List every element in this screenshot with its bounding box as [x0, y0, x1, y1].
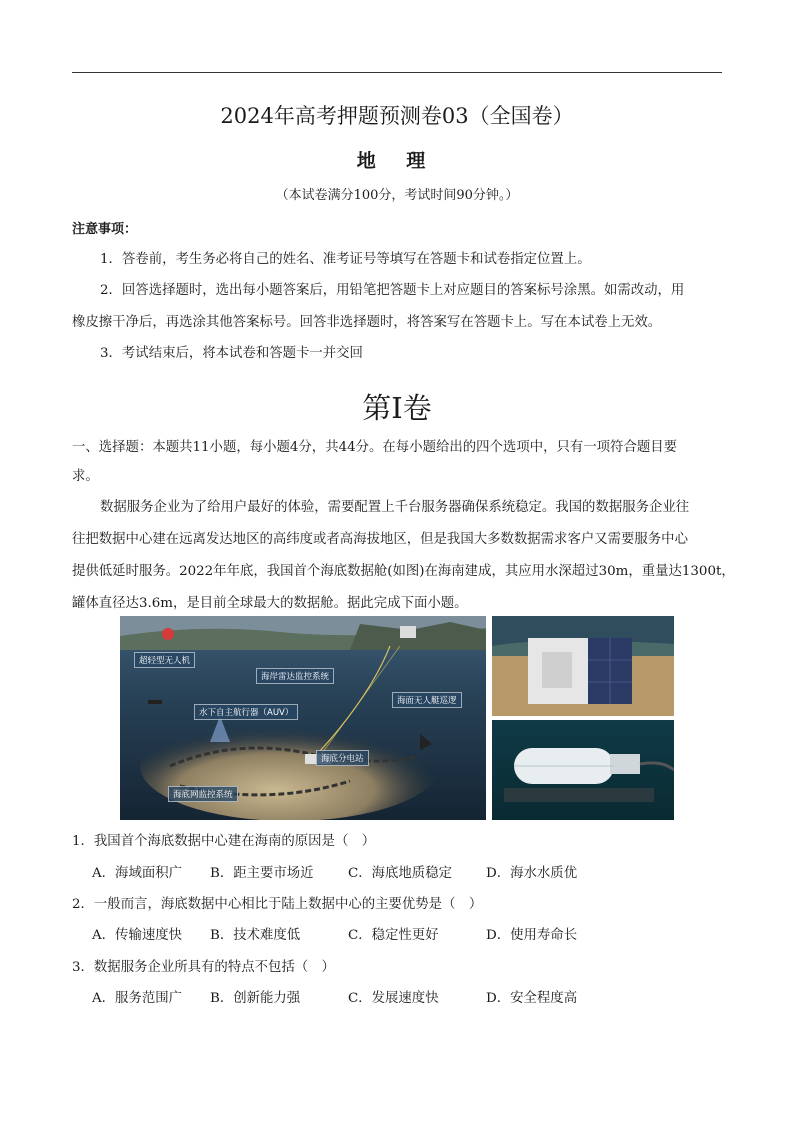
notice-item-1: 1．答卷前，考生务必将自己的姓名、准考证号等填写在答题卡和试卷指定位置上。	[100, 252, 591, 267]
question-3-option-b: B．创新能力强	[210, 991, 301, 1006]
subject-title: 地 理	[356, 150, 438, 172]
question-3-option-a: A．服务范围广	[92, 991, 183, 1006]
passage-line-3: 提供低延时服务。2022年年底，我国首个海底数据舱(如图)在海南建成，其应用水深超过30m，重量达1300t，	[72, 564, 735, 579]
passage-line-1: 数据服务企业为了给用户最好的体验，需要配置上千台服务器确保系统稳定。我国的数据服务企业往	[100, 500, 690, 515]
question-3-stem: 3．数据服务企业所具有的特点不包括（ ）	[72, 960, 335, 975]
question-2-option-a: A．传输速度快	[92, 928, 183, 943]
label-drone: 超轻型无人机	[134, 652, 195, 668]
data-cabin-shore-image	[492, 616, 674, 716]
label-auv: 水下自主航行器（AUV）	[194, 704, 298, 720]
question-2-option-b: B．技术难度低	[210, 928, 301, 943]
question-3-option-d: D．安全程度高	[486, 991, 578, 1006]
figure-data-cabin-shore	[492, 616, 674, 716]
notice-item-3: 3．考试结束后，将本试卷和答题卡一并交回	[100, 346, 363, 361]
question-2-option-c: C．稳定性更好	[348, 928, 439, 943]
question-3-option-c: C．发展速度快	[348, 991, 439, 1006]
label-coastal-radar: 海岸雷达监控系统	[256, 668, 334, 684]
question-1-option-a: A．海域面积广	[92, 866, 183, 881]
notice-heading: 注意事项：	[72, 222, 138, 237]
header-rule	[72, 72, 722, 73]
exam-meta: （本试卷满分100分，考试时间90分钟。）	[275, 188, 519, 203]
section-instruction-cont: 求。	[72, 469, 99, 484]
figure-subsea-scene	[120, 616, 486, 820]
question-2-option-d: D．使用寿命长	[486, 928, 578, 943]
question-2-stem: 2．一般而言，海底数据中心相比于陆上数据中心的主要优势是（ ）	[72, 897, 483, 912]
question-1-option-b: B．距主要市场近	[210, 866, 314, 881]
subsea-tank-image	[492, 720, 674, 820]
volume-title: 第Ⅰ卷	[362, 391, 432, 425]
passage-line-2: 往把数据中心建在远离发达地区的高纬度或者高海拔地区，但是我国大多数数据需求客户又需要服务中心	[72, 532, 688, 547]
question-1-stem: 1．我国首个海底数据中心建在海南的原因是（ ）	[72, 834, 376, 849]
notice-item-2: 2．回答选择题时，选出每小题答案后，用铅笔把答题卡上对应题目的答案标号涂黑。如需改动，用	[100, 283, 685, 298]
exam-title: 2024年高考押题预测卷03（全国卷）	[220, 104, 574, 128]
section-instruction: 一、选择题：本题共11小题，每小题4分，共44分。在每小题给出的四个选项中，只有一项符合题目要	[72, 440, 678, 455]
label-surface-patrol: 海面无人艇巡逻	[392, 692, 462, 708]
question-1-option-c: C．海底地质稳定	[348, 866, 452, 881]
label-seabed-monitor: 海底网监控系统	[168, 786, 238, 802]
passage-line-4: 罐体直径达3.6m，是目前全球最大的数据舱。据此完成下面小题。	[72, 596, 468, 611]
question-1-option-d: D．海水水质优	[486, 866, 578, 881]
notice-item-2-cont: 橡皮擦干净后，再选涂其他答案标号。回答非选择题时，将答案写在答题卡上。写在本试卷上无效。	[72, 315, 662, 330]
label-substation: 海底分电站	[316, 750, 369, 766]
figure-subsea-tank	[492, 720, 674, 820]
